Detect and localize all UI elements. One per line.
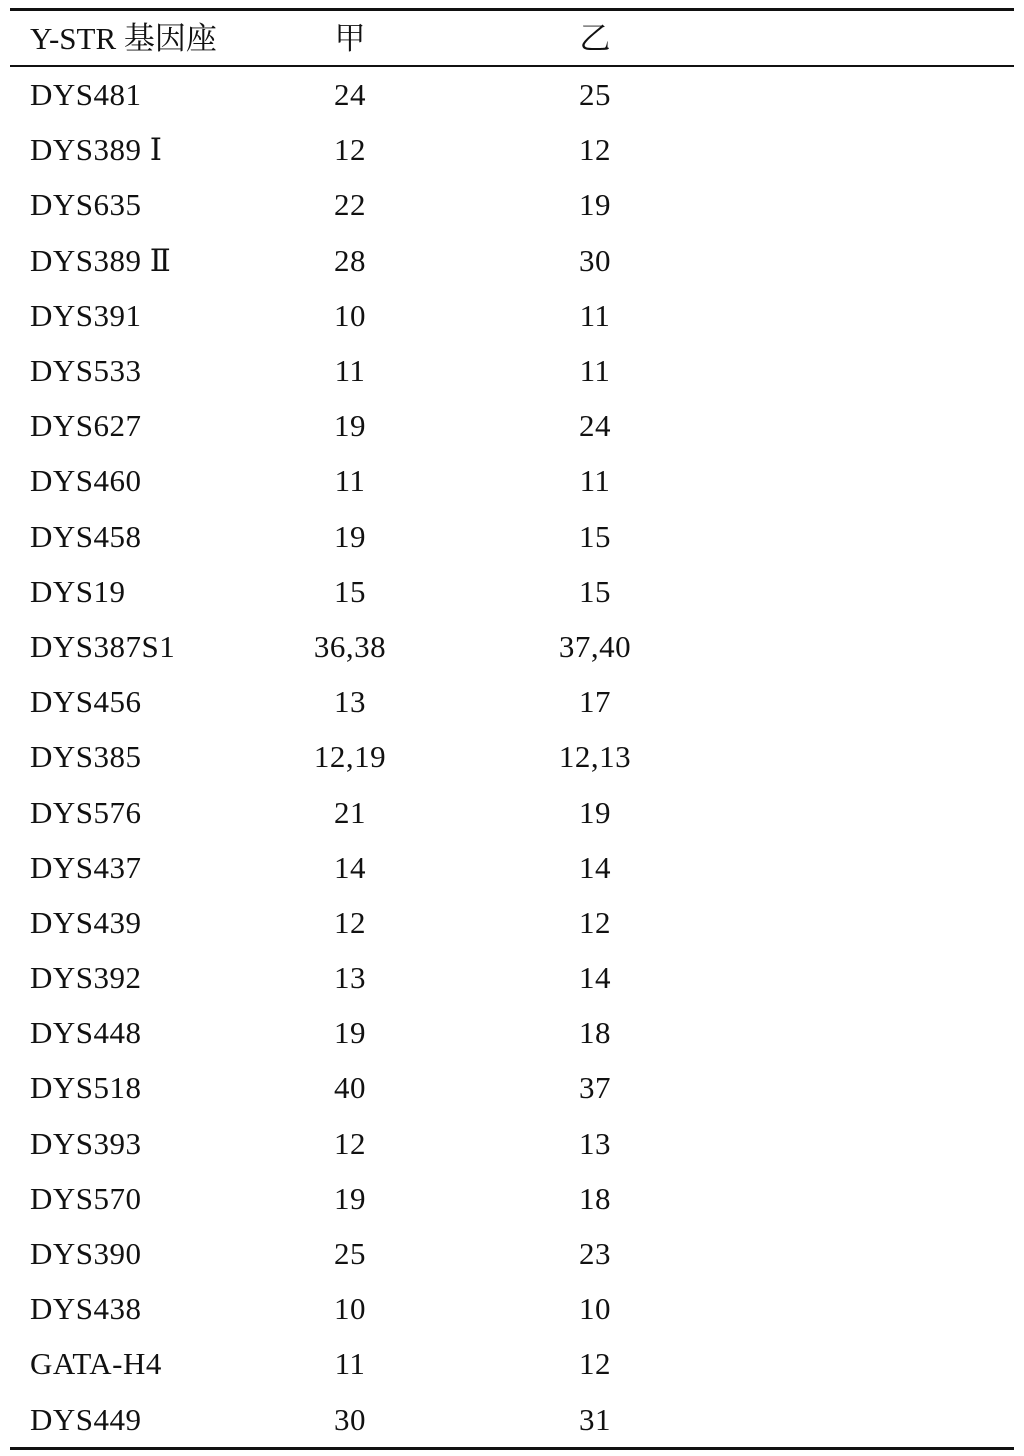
cell-person-a: 25 <box>334 1236 366 1272</box>
cell-person-b-value: 37 <box>579 1070 611 1106</box>
cell-person-a: 21 <box>334 794 366 830</box>
cell-person-a: 12 <box>334 1125 366 1161</box>
cell-person-a: 11 <box>334 463 366 499</box>
cell-locus: DYS458 <box>30 518 142 554</box>
cell-person-a: 13 <box>334 684 366 720</box>
cell-person-b <box>579 950 1014 1005</box>
cell-person-b <box>558 619 1014 674</box>
cell-locus: DYS635 <box>30 187 142 223</box>
cell-person-b-value: 17 <box>579 684 611 720</box>
cell-person-b-value: 11 <box>579 353 611 389</box>
cell-person-a: 10 <box>334 297 366 333</box>
table-row <box>10 343 1014 398</box>
cell-person-b <box>579 233 1014 288</box>
table-row <box>10 66 1014 122</box>
cell-locus: DYS390 <box>30 1236 142 1272</box>
cell-person-a: 19 <box>334 1015 366 1051</box>
table-row <box>10 1226 1014 1281</box>
cell-person-b-value: 37,40 <box>558 628 632 664</box>
cell-person-a: 36,38 <box>313 628 387 664</box>
cell-person-b <box>579 564 1014 619</box>
cell-person-b-value: 14 <box>579 960 611 996</box>
cell-person-b-value: 12,13 <box>558 739 632 775</box>
ystr-table-container <box>10 8 1014 1450</box>
cell-locus: DYS456 <box>30 684 142 720</box>
cell-locus: DYS576 <box>30 794 142 830</box>
cell-person-a: 11 <box>334 1346 366 1382</box>
header-person-b <box>579 10 1014 67</box>
cell-person-a: 12 <box>334 132 366 168</box>
table-row <box>10 1116 1014 1171</box>
table-row <box>10 840 1014 895</box>
cell-person-a: 19 <box>334 1180 366 1216</box>
cell-person-b-value: 19 <box>579 794 611 830</box>
cell-locus: DYS389 Ⅱ <box>30 242 172 278</box>
cell-person-b-value: 10 <box>579 1291 611 1327</box>
cell-locus: DYS389 Ⅰ <box>30 132 163 168</box>
cell-locus: DYS627 <box>30 408 142 444</box>
cell-person-b-value: 18 <box>579 1015 611 1051</box>
cell-locus: DYS438 <box>30 1291 142 1327</box>
cell-person-b <box>579 895 1014 950</box>
header-locus: Y-STR 基因座 <box>30 20 217 56</box>
cell-person-b <box>558 729 1014 784</box>
cell-locus: DYS533 <box>30 353 142 389</box>
cell-locus: DYS387S1 <box>30 628 176 664</box>
cell-person-a: 11 <box>334 353 366 389</box>
cell-person-a: 19 <box>334 518 366 554</box>
cell-person-a: 14 <box>334 849 366 885</box>
cell-person-b <box>579 122 1014 177</box>
cell-person-b <box>579 1226 1014 1281</box>
cell-person-b <box>579 1336 1014 1391</box>
cell-person-b-value: 11 <box>579 463 611 499</box>
cell-person-b <box>579 343 1014 398</box>
cell-locus: DYS518 <box>30 1070 142 1106</box>
cell-person-b <box>579 453 1014 508</box>
cell-person-b-value: 11 <box>579 297 611 333</box>
cell-person-b <box>579 1005 1014 1060</box>
cell-person-a: 15 <box>334 573 366 609</box>
cell-person-a: 13 <box>334 960 366 996</box>
table-row <box>10 233 1014 288</box>
cell-person-b-value: 15 <box>579 573 611 609</box>
ystr-table <box>10 8 1014 1450</box>
table-header <box>10 10 1014 67</box>
cell-locus: DYS570 <box>30 1180 142 1216</box>
cell-person-b <box>579 1060 1014 1115</box>
cell-locus: DYS448 <box>30 1015 142 1051</box>
header-row <box>10 10 1014 67</box>
cell-person-b-value: 25 <box>579 77 611 113</box>
cell-person-b-value: 12 <box>579 1346 611 1382</box>
cell-locus: DYS19 <box>30 573 126 609</box>
cell-person-b <box>579 288 1014 343</box>
cell-person-a: 12 <box>334 904 366 940</box>
table-row <box>10 674 1014 729</box>
cell-locus: DYS481 <box>30 77 142 113</box>
cell-person-b <box>579 840 1014 895</box>
table-row <box>10 619 1014 674</box>
table-row <box>10 950 1014 1005</box>
table-row <box>10 122 1014 177</box>
table-row <box>10 177 1014 232</box>
table-row <box>10 509 1014 564</box>
cell-person-b <box>579 1171 1014 1226</box>
cell-locus: DYS437 <box>30 849 142 885</box>
cell-person-b <box>579 66 1014 122</box>
header-person-b-label: 乙 <box>579 20 611 56</box>
cell-person-b-value: 13 <box>579 1125 611 1161</box>
cell-person-a: 28 <box>334 242 366 278</box>
cell-person-a: 40 <box>334 1070 366 1106</box>
cell-person-b <box>579 509 1014 564</box>
cell-person-a: 12,19 <box>313 739 387 775</box>
cell-person-b-value: 15 <box>579 518 611 554</box>
cell-person-a: 24 <box>334 77 366 113</box>
cell-person-b-value: 14 <box>579 849 611 885</box>
table-body <box>10 66 1014 1448</box>
cell-person-a: 10 <box>334 1291 366 1327</box>
cell-person-b-value: 23 <box>579 1236 611 1272</box>
cell-locus: DYS460 <box>30 463 142 499</box>
cell-locus: DYS449 <box>30 1401 142 1437</box>
table-row <box>10 1281 1014 1336</box>
cell-person-b <box>579 1281 1014 1336</box>
cell-locus: DYS391 <box>30 297 142 333</box>
cell-person-b <box>579 784 1014 839</box>
table-row <box>10 1171 1014 1226</box>
cell-person-a: 30 <box>334 1401 366 1437</box>
cell-locus: DYS392 <box>30 960 142 996</box>
table-row <box>10 564 1014 619</box>
cell-person-b-value: 18 <box>579 1180 611 1216</box>
table-row <box>10 784 1014 839</box>
cell-person-b-value: 24 <box>579 408 611 444</box>
table-row <box>10 729 1014 784</box>
table-row <box>10 1336 1014 1391</box>
cell-locus: DYS393 <box>30 1125 142 1161</box>
cell-person-b-value: 19 <box>579 187 611 223</box>
cell-person-a: 22 <box>334 187 366 223</box>
cell-person-b-value: 12 <box>579 904 611 940</box>
cell-person-b <box>579 1116 1014 1171</box>
table-row <box>10 1060 1014 1115</box>
table-row <box>10 398 1014 453</box>
table-row <box>10 895 1014 950</box>
cell-locus: DYS439 <box>30 904 142 940</box>
cell-person-b <box>579 674 1014 729</box>
cell-person-b <box>579 1392 1014 1449</box>
cell-person-b <box>579 177 1014 232</box>
cell-person-b-value: 31 <box>579 1401 611 1437</box>
header-person-a: 甲 <box>334 20 366 56</box>
cell-person-b-value: 30 <box>579 242 611 278</box>
cell-person-b-value: 12 <box>579 132 611 168</box>
cell-person-b <box>579 398 1014 453</box>
cell-locus: DYS385 <box>30 739 142 775</box>
table-row <box>10 1005 1014 1060</box>
table-row <box>10 453 1014 508</box>
cell-locus: GATA-H4 <box>30 1346 162 1382</box>
table-row <box>10 288 1014 343</box>
table-row <box>10 1392 1014 1449</box>
cell-person-a: 19 <box>334 408 366 444</box>
